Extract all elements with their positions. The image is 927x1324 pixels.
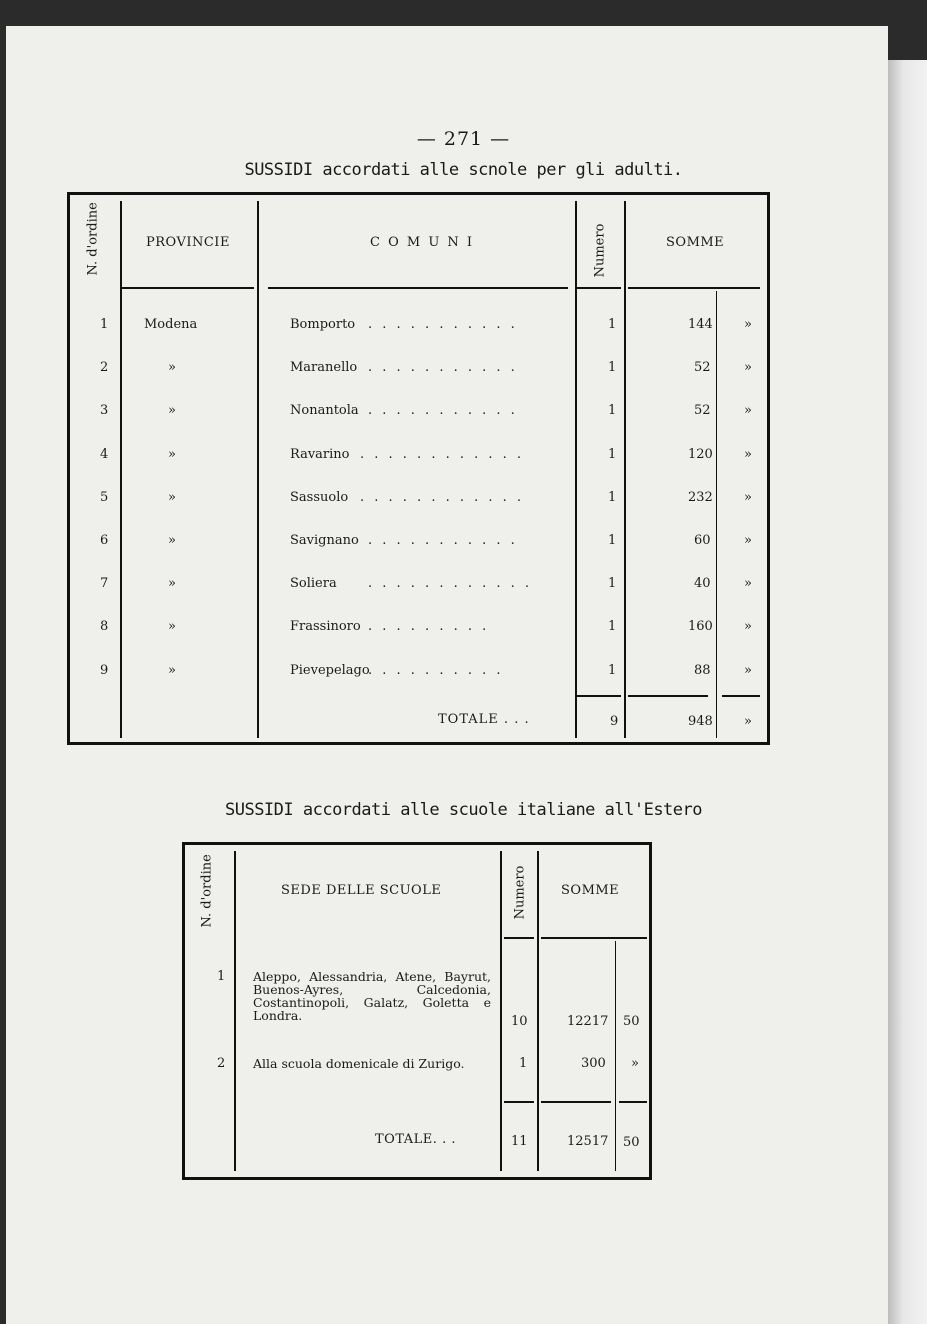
table1-row-numero: 1 [608, 360, 617, 375]
table1-row-somma: 52 [694, 360, 711, 375]
table1-row-somma: 160 [688, 619, 713, 634]
table1-row-comune: Maranello [290, 360, 358, 375]
table1-row-n: 5 [100, 490, 109, 505]
table1-row-cent: » [744, 317, 752, 332]
table2-total-rule [541, 1101, 611, 1103]
table1-row-provincia: » [168, 619, 176, 634]
table1-row-dots: . . . . . . . . . [368, 619, 490, 634]
table1-row-provincia: » [168, 663, 176, 678]
table1-row-provincia: » [168, 360, 176, 375]
table2-header-somme: SOMME [561, 883, 620, 898]
table1-row-provincia: » [168, 403, 176, 418]
table1-header-ordine: N. d'ordine [85, 202, 101, 276]
table2-total-somma: 12517 [567, 1134, 609, 1149]
table1-row-somma: 232 [688, 490, 713, 505]
table1-row-provincia: Modena [144, 317, 198, 332]
table1-total-somma: 948 [688, 714, 713, 729]
table1-col-divider [575, 201, 577, 738]
table1-header-rule [628, 287, 760, 289]
table2-total-numero: 11 [511, 1134, 528, 1149]
table2-cent-divider [615, 941, 616, 1171]
table1-row-dots: . . . . . . . . . . . . [368, 576, 533, 591]
table1-row-somma: 88 [694, 663, 711, 678]
table2-row-cent: 50 [623, 1014, 640, 1029]
table2-total-rule [619, 1101, 647, 1103]
table1-row-cent: » [744, 490, 752, 505]
table1-row-numero: 1 [608, 619, 617, 634]
table1-header-rule [122, 287, 254, 289]
table1-row-numero: 1 [608, 490, 617, 505]
table1-row-n: 6 [100, 533, 109, 548]
table1-row-numero: 1 [608, 447, 617, 462]
table1-row-cent: » [744, 360, 752, 375]
table1-total-numero: 9 [610, 714, 619, 729]
table1-row-comune: Pievepelago [290, 663, 370, 678]
table1-row-cent: » [744, 533, 752, 548]
table1-col-divider [624, 201, 626, 738]
table1-row-comune: Bomporto [290, 317, 356, 332]
table1-col-divider [120, 201, 122, 738]
table1-row-somma: 144 [688, 317, 713, 332]
table1-total-label: TOTALE . . . [438, 712, 530, 727]
table1-row-n: 4 [100, 447, 109, 462]
table1-row-numero: 1 [608, 663, 617, 678]
table1-row-numero: 1 [608, 403, 617, 418]
page-edge-shadow [888, 60, 927, 1324]
table2-header-numero: Numero [512, 865, 528, 920]
table1-row-somma: 60 [694, 533, 711, 548]
table1-row-n: 3 [100, 403, 109, 418]
table1-total-rule [577, 695, 621, 697]
table1-title: SUSSIDI accordati alle scnole per gli adulti. [244, 160, 683, 180]
table1-row-somma: 120 [688, 447, 713, 462]
table1-row-numero: 1 [608, 533, 617, 548]
table1-row-dots: . . . . . . . . . . . [368, 403, 518, 418]
table2-header-rule [541, 937, 647, 939]
table2-total-cent: 50 [623, 1135, 640, 1150]
table2-row-somma: 300 [581, 1056, 606, 1071]
table1-row-dots: . . . . . . . . . . [368, 663, 504, 678]
table1-header-numero: Numero [592, 223, 608, 278]
table1-cent-divider [716, 291, 717, 738]
table1-header-comuni: C O M U N I [370, 235, 475, 250]
table1-header-rule [268, 287, 568, 289]
table1-header-somme: SOMME [666, 235, 725, 250]
table2-total-rule [504, 1101, 534, 1103]
table1-row-cent: » [744, 447, 752, 462]
table1-row-n: 8 [100, 619, 109, 634]
table1-row-comune: Soliera [290, 576, 337, 591]
table2-header-rule [504, 937, 534, 939]
table1-row-cent: » [744, 403, 752, 418]
table2 [182, 842, 652, 1180]
table1-row-cent: » [744, 576, 752, 591]
table1-row-comune: Ravarino [290, 447, 350, 462]
table2-col-divider [500, 851, 502, 1171]
table2-col-divider [234, 851, 236, 1171]
table1-row-numero: 1 [608, 317, 617, 332]
table1-header-provincie: PROVINCIE [146, 235, 230, 250]
table2-row-n: 2 [217, 1056, 226, 1071]
table1-row-cent: » [744, 619, 752, 634]
table1-row-cent: » [744, 663, 752, 678]
table2-row-numero: 1 [519, 1056, 528, 1071]
table2-row-somma: 12217 [567, 1014, 609, 1029]
table2-row-numero: 10 [511, 1014, 528, 1029]
table1-total-rule [628, 695, 708, 697]
table1-total-cent: » [744, 714, 752, 729]
table2-header-ordine: N. d'ordine [199, 854, 215, 928]
table2-row-cent: » [631, 1056, 639, 1071]
table1-row-somma: 52 [694, 403, 711, 418]
table2-title: SUSSIDI accordati alle scuole italiane all'Estero [224, 800, 702, 820]
table2-row-sede: Alla scuola domenicale di Zurigo. [253, 1056, 465, 1071]
table1-col-divider [257, 201, 259, 738]
table1-row-n: 2 [100, 360, 109, 375]
table1-row-comune: Nonantola [290, 403, 359, 418]
table2-row-sede: Aleppo, Alessandria, Atene, Bayrut, Buenos-Ayres, Calcedonia, Costantinopoli, Galatz, Goletta e Londra. [253, 969, 491, 1023]
table1-row-dots: . . . . . . . . . . . [368, 317, 518, 332]
table1 [67, 192, 770, 745]
table1-row-dots: . . . . . . . . . . . [368, 533, 518, 548]
table2-header-sede: SEDE DELLE SCUOLE [281, 883, 442, 898]
table1-row-comune: Savignano [290, 533, 359, 548]
table1-row-numero: 1 [608, 576, 617, 591]
table1-row-dots: . . . . . . . . . . . [368, 360, 518, 375]
table1-row-dots: . . . . . . . . . . . . [360, 447, 525, 462]
table1-row-provincia: » [168, 533, 176, 548]
table1-row-n: 1 [100, 317, 109, 332]
page-number: — 271 — [416, 128, 511, 150]
table1-row-n: 7 [100, 576, 109, 591]
table1-row-provincia: » [168, 447, 176, 462]
table1-total-rule [722, 695, 760, 697]
table1-row-dots: . . . . . . . . . . . . [360, 490, 525, 505]
table1-row-somma: 40 [694, 576, 711, 591]
table1-row-comune: Sassuolo [290, 490, 349, 505]
table2-total-label: TOTALE. . . [375, 1132, 456, 1147]
table1-row-provincia: » [168, 576, 176, 591]
table2-row-n: 1 [217, 969, 226, 984]
table1-row-n: 9 [100, 663, 109, 678]
table2-col-divider [537, 851, 539, 1171]
table1-header-rule [577, 287, 621, 289]
table1-row-comune: Frassinoro [290, 619, 361, 634]
table1-row-provincia: » [168, 490, 176, 505]
